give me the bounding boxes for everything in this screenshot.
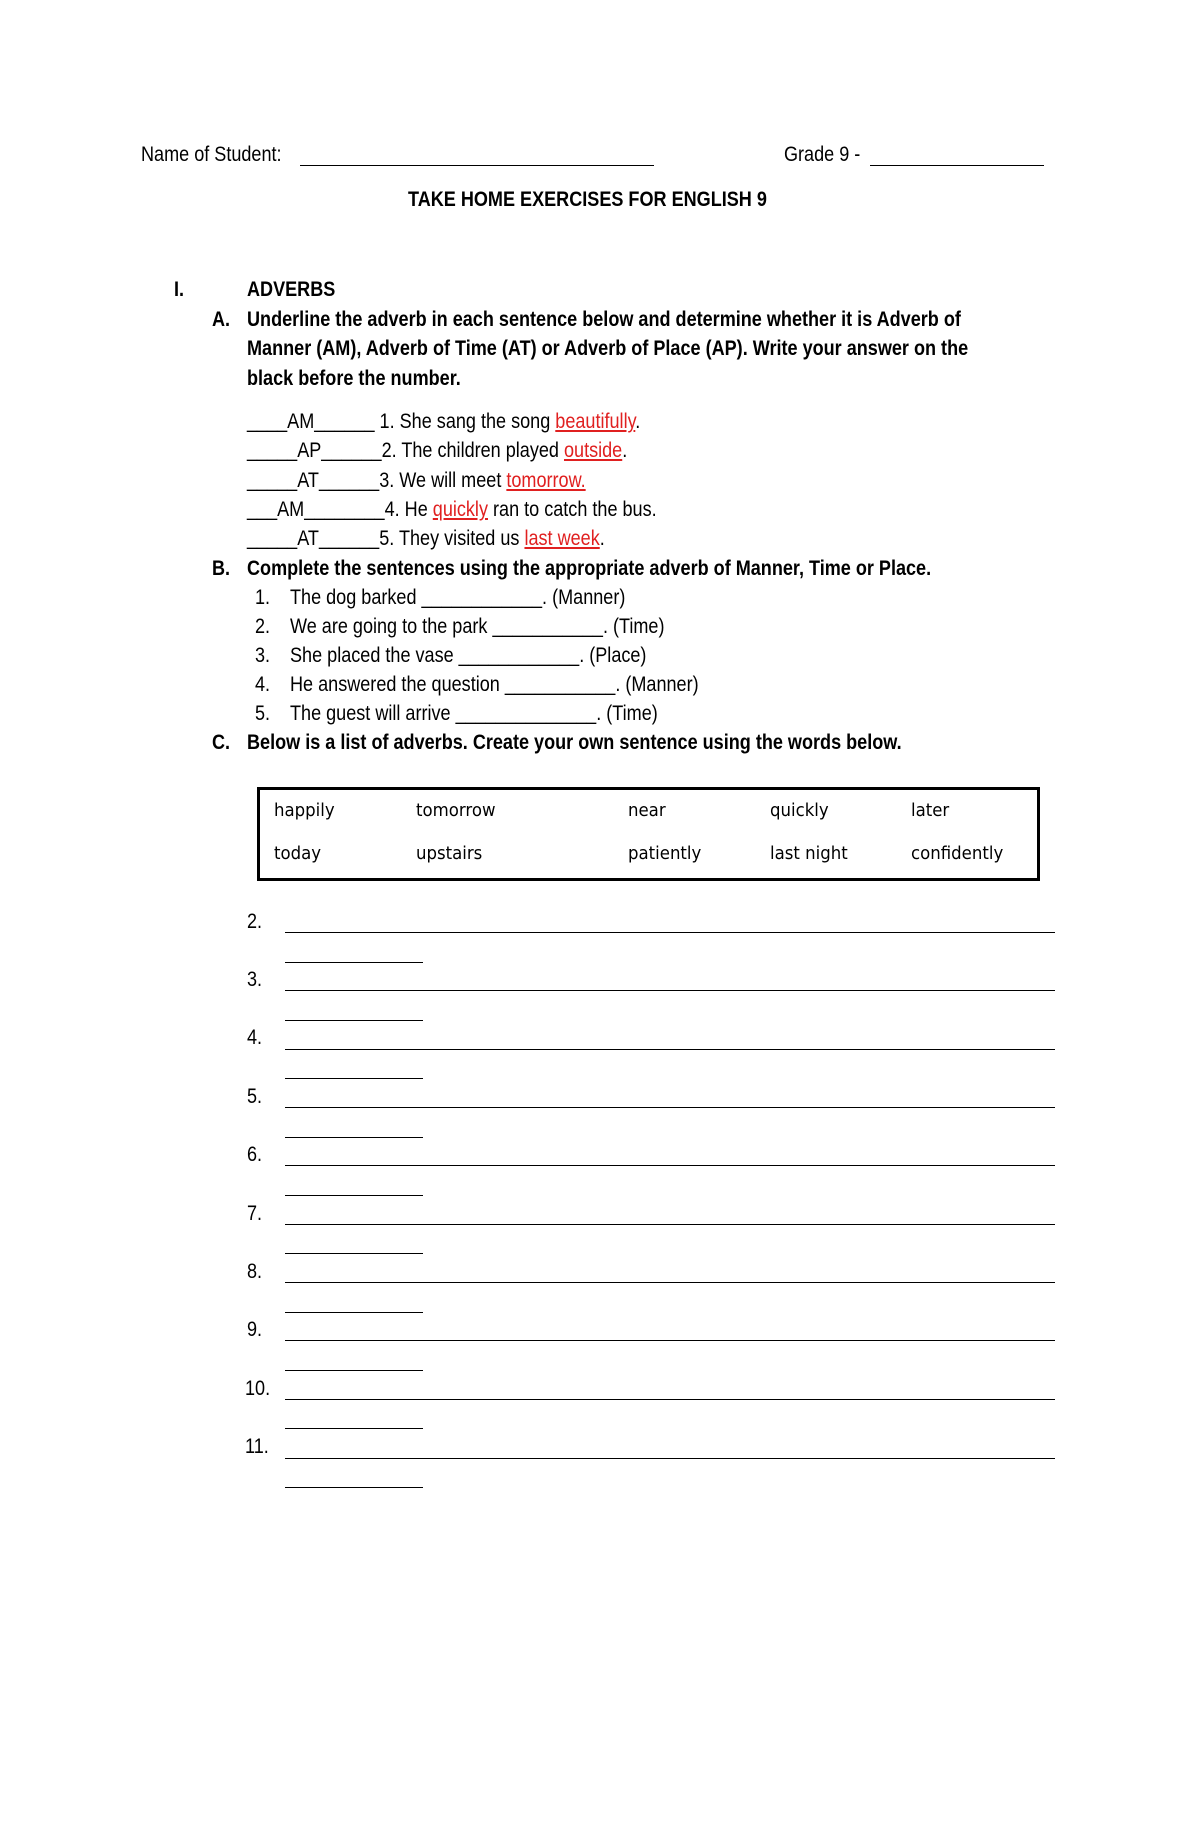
- part-b-item-text: We are going to the park ___________. (Time): [290, 615, 665, 638]
- part-b-item-text: He answered the question ___________. (Manner): [290, 673, 699, 696]
- student-name-blank[interactable]: [300, 165, 654, 166]
- writing-line[interactable]: [285, 1282, 1055, 1283]
- writing-line-continuation[interactable]: [285, 1312, 423, 1313]
- adverb-word: upstairs: [416, 843, 483, 864]
- grade-blank[interactable]: [870, 165, 1044, 166]
- answer-blank[interactable]: ____AM______: [247, 410, 380, 433]
- writing-line-continuation[interactable]: [285, 1078, 423, 1079]
- line-number: 9.: [247, 1318, 263, 1341]
- item-text: 5. They visited us: [379, 527, 525, 550]
- answer-blank[interactable]: ___AM________: [247, 498, 385, 521]
- part-a-instruction-line: Manner (AM), Adverb of Time (AT) or Adverb of Place (AP). Write your answer on the: [247, 337, 969, 360]
- writing-line-continuation[interactable]: [285, 1195, 423, 1196]
- part-a-item: [247, 468, 586, 494]
- item-suffix: ran to catch the bus.: [487, 498, 657, 521]
- item-text: 4. He: [384, 498, 433, 521]
- part-b-item-number: 3.: [255, 644, 271, 667]
- line-number: 6.: [247, 1143, 263, 1166]
- line-number: 3.: [247, 968, 263, 991]
- writing-line[interactable]: [285, 1399, 1055, 1400]
- adverb-word-box: [257, 787, 1040, 881]
- part-b-item-number: 2.: [255, 615, 271, 638]
- answer-blank[interactable]: _____AT______: [247, 527, 380, 550]
- answer-blank[interactable]: _____AT______: [247, 469, 380, 492]
- adverb-word: patiently: [628, 843, 702, 864]
- student-name-label: Name of Student:: [141, 143, 282, 166]
- part-b-item-number: 4.: [255, 673, 271, 696]
- line-number: 2.: [247, 910, 263, 933]
- adverb-word: last night: [770, 843, 848, 864]
- section-heading: ADVERBS: [247, 278, 336, 301]
- adverb-word: today: [274, 843, 322, 864]
- part-a-instruction-line: black before the number.: [247, 367, 461, 390]
- item-text: 2. The children played: [381, 439, 564, 462]
- writing-line[interactable]: [285, 1224, 1055, 1225]
- writing-line[interactable]: [285, 1165, 1055, 1166]
- part-a-item: [247, 497, 657, 523]
- item-suffix: .: [599, 527, 605, 550]
- part-a-item: [247, 526, 605, 552]
- writing-line[interactable]: [285, 990, 1055, 991]
- line-number: 5.: [247, 1085, 263, 1108]
- line-number: 10.: [245, 1377, 271, 1400]
- item-text: 3. We will meet: [379, 469, 507, 492]
- part-a-item: [247, 409, 640, 435]
- line-number: 8.: [247, 1260, 263, 1283]
- adverb-word: near: [628, 800, 666, 821]
- item-suffix: .: [622, 439, 628, 462]
- part-b-letter: B.: [212, 557, 231, 580]
- adverb-answer: quickly: [432, 498, 488, 521]
- adverb-word: quickly: [770, 800, 829, 821]
- part-b-item-number: 1.: [255, 586, 271, 609]
- adverb-answer: last week: [524, 527, 600, 550]
- part-c-letter: C.: [212, 731, 231, 754]
- writing-line-continuation[interactable]: [285, 1487, 423, 1488]
- part-a-item: [247, 438, 627, 464]
- adverb-answer: tomorrow.: [506, 469, 586, 492]
- adverb-answer: beautifully: [555, 410, 636, 433]
- part-b-item-text: The guest will arrive ______________. (Time): [290, 702, 658, 725]
- adverb-word: tomorrow: [416, 800, 496, 821]
- writing-line-continuation[interactable]: [285, 1253, 423, 1254]
- writing-line[interactable]: [285, 1107, 1055, 1108]
- part-a-letter: A.: [212, 308, 231, 331]
- writing-line-continuation[interactable]: [285, 962, 423, 963]
- line-number: 4.: [247, 1026, 263, 1049]
- part-b-item-number: 5.: [255, 702, 271, 725]
- answer-blank[interactable]: _____AP______: [247, 439, 382, 462]
- part-c-instruction: Below is a list of adverbs. Create your own sentence using the words below.: [247, 731, 902, 754]
- writing-line-continuation[interactable]: [285, 1428, 423, 1429]
- part-a-instruction-line: Underline the adverb in each sentence below and determine whether it is Adverb of: [247, 308, 961, 331]
- adverb-word: confidently: [911, 843, 1004, 864]
- adverb-word: happily: [274, 800, 335, 821]
- writing-line[interactable]: [285, 932, 1055, 933]
- writing-line[interactable]: [285, 1049, 1055, 1050]
- item-text: 1. She sang the song: [379, 410, 556, 433]
- part-b-item-text: The dog barked ____________. (Manner): [290, 586, 626, 609]
- adverb-answer: outside: [563, 439, 623, 462]
- page-title: TAKE HOME EXERCISES FOR ENGLISH 9: [408, 188, 767, 211]
- writing-line-continuation[interactable]: [285, 1020, 423, 1021]
- line-number: 11.: [245, 1435, 269, 1458]
- line-number: 7.: [247, 1202, 263, 1225]
- part-b-instruction: Complete the sentences using the appropriate adverb of Manner, Time or Place.: [247, 557, 932, 580]
- grade-label: Grade 9 -: [784, 143, 861, 166]
- writing-line[interactable]: [285, 1458, 1055, 1459]
- writing-line-continuation[interactable]: [285, 1137, 423, 1138]
- writing-line-continuation[interactable]: [285, 1370, 423, 1371]
- adverb-word: later: [911, 800, 950, 821]
- section-numeral: I.: [174, 278, 185, 301]
- writing-line[interactable]: [285, 1340, 1055, 1341]
- part-b-item-text: She placed the vase ____________. (Place): [290, 644, 647, 667]
- item-suffix: .: [635, 410, 641, 433]
